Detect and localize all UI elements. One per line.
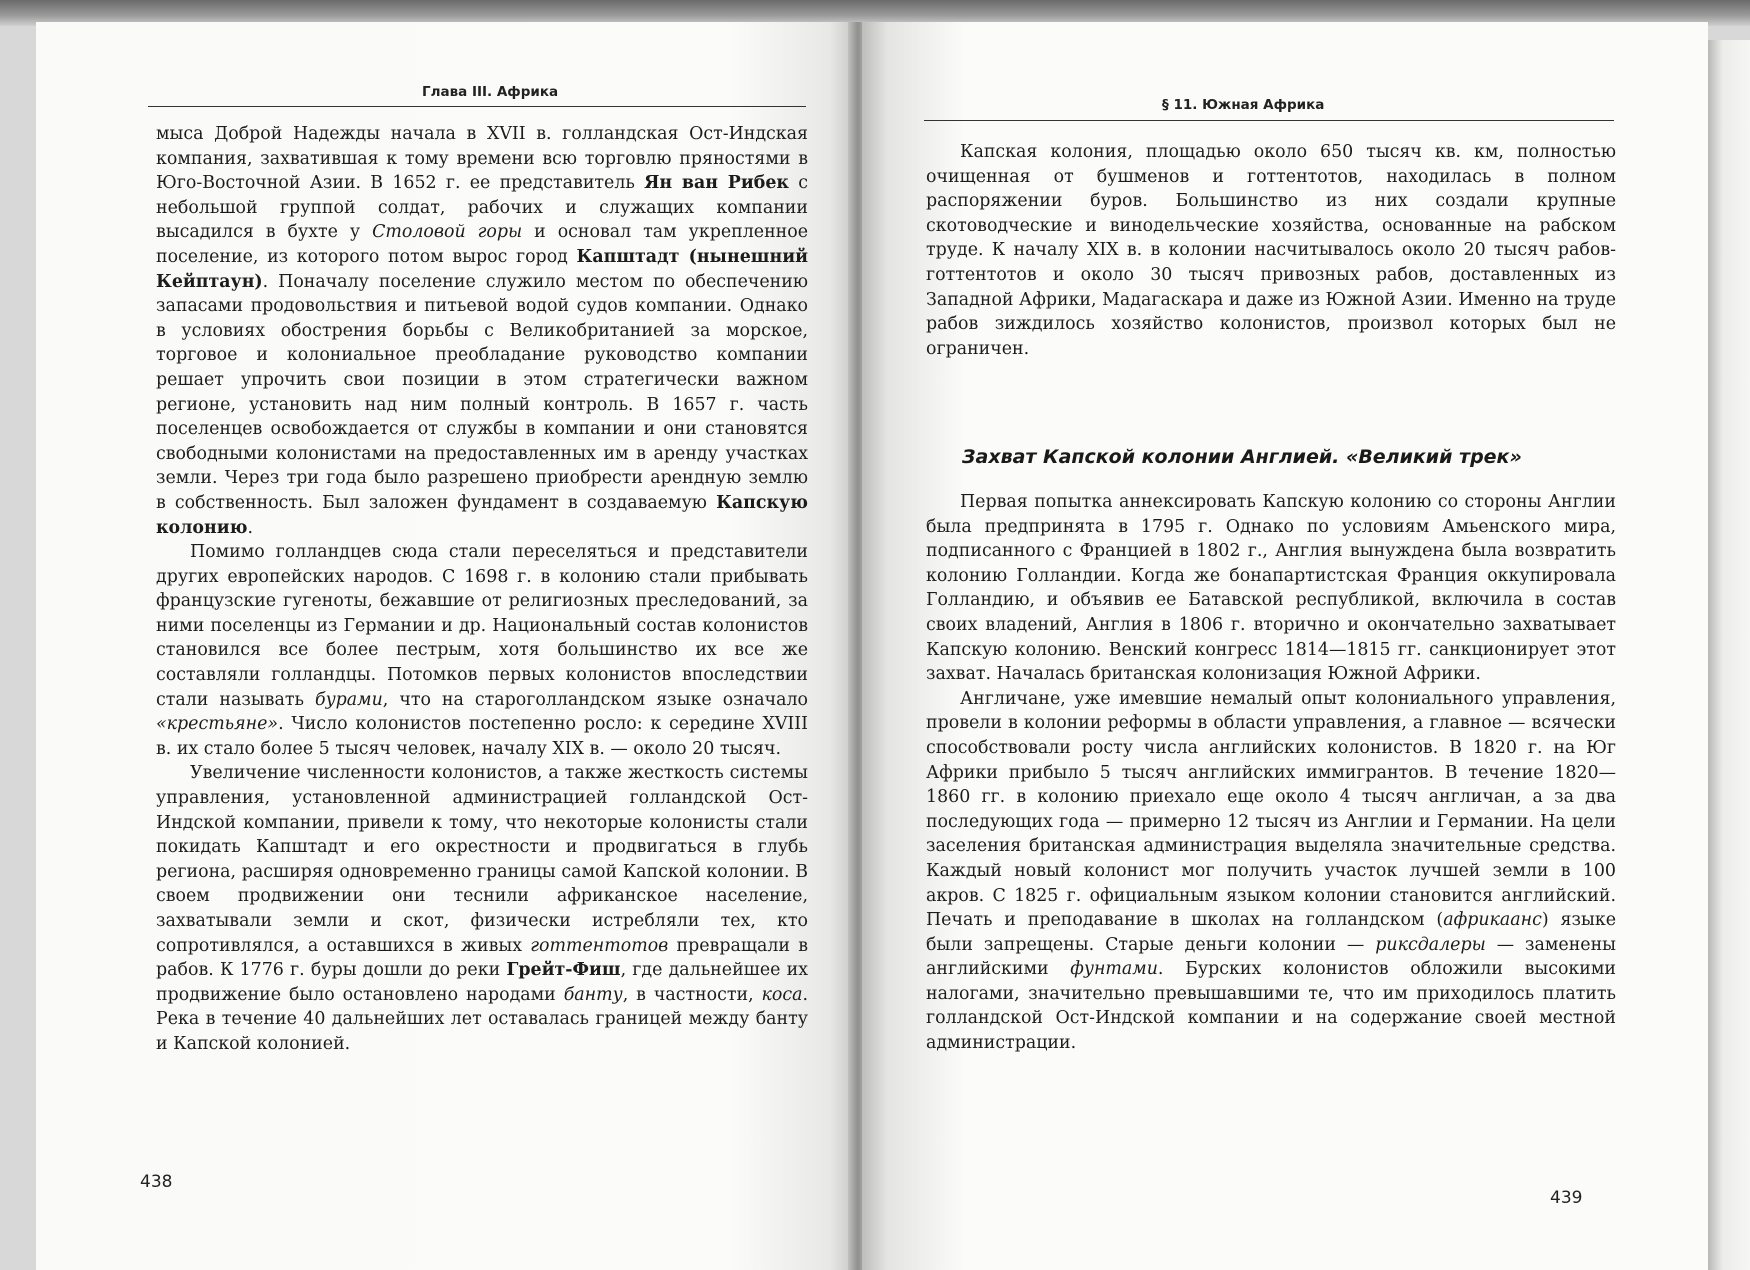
italic-term: банту — [563, 984, 623, 1005]
left-head-rule — [148, 106, 806, 107]
left-page — [36, 22, 854, 1270]
right-paragraph-2 — [926, 687, 1616, 1056]
bold-term: Капштадт (нынешний Кейптаун) — [156, 246, 808, 292]
section-title: Захват Капской колонии Англией. «Великий трек» — [962, 446, 1522, 468]
text-run: Капская колония, площадью около 650 тысяч кв. км, полностью очищенная от бушменов и готтентотов, находилась в полном распоряжении буров. Большинство из них создали крупные скотоводческие и винодельческие хозяйства, основанные на рабском труде. К началу XIX в. в колонии насчитывалось около 20 тысяч рабов-готтентотов и около 30 тысяч привозных рабов, доставленных из Западной Африки, Мадагаскара и даже из Южной Азии. Именно на труде рабов зиждилось хозяйство колонистов, произвол которых был не ограничен. — [926, 142, 1616, 359]
text-run: , что на староголландском языке означало — [382, 689, 808, 710]
scan-right-edge — [1708, 40, 1750, 1270]
text-run: Помимо голландцев сюда стали переселяться и представители других европейских народов. С 1698 г. в колонию стали прибывать французские гугеноты, бежавшие от религиозных преследований, за ними поселенцы из Германии и др. Национальный состав колонистов становился все более пестрым, хотя большинство их все же составляли голландцы. Потомков первых колонистов впоследствии стали называть — [156, 542, 808, 710]
left-page-number: 438 — [140, 1172, 173, 1192]
text-run: — заменены английскими — [926, 934, 1617, 980]
text-run: . Поначалу поселение служило местом по обеспечению запасами продовольствия и питьевой водой судов компании. Однако в условиях обострения борьбы с Великобританией за морское, торговое и колониальное преобладание руководство компании решает упрочить свои позиции в этом стратегически важном регионе, установить над ним полный контроль. В 1657 г. часть поселенцев освобождается от службы в компании и они становятся свободными колонистами на предоставленных им в аренду участках земли. Через три года было разрешено приобрести арендную землю в собственность. Был заложен фундамент в создаваемую — [156, 271, 808, 513]
text-run: . Число колонистов постепенно росло: к середине XVIII в. их стало более 5 тысяч человек, началу XIX в. — около 20 тысяч. — [156, 714, 808, 759]
text-run: ) языке были запрещены. Старые деньги колонии — — [926, 910, 1616, 955]
text-run: . Бурских колонистов обложили высокими налогами, значительно превышавшими те, что им приходилось платить голландской Ост-Индской компании и на содержание своей местной администрации. — [926, 959, 1616, 1054]
right-page — [862, 22, 1708, 1270]
text-run: превращали в рабов. К 1776 г. буры дошли до реки — [156, 935, 809, 981]
right-page-number: 439 — [1550, 1188, 1583, 1208]
left-text-block — [156, 122, 808, 1057]
left-running-head: Глава III. Африка — [422, 84, 559, 100]
italic-term: Столовой горы — [372, 222, 523, 243]
right-running-head: § 11. Южная Африка — [1162, 97, 1325, 113]
right-head-rule — [924, 120, 1614, 121]
bold-term: Грейт-Фиш — [506, 960, 621, 981]
right-intro-block — [926, 140, 1616, 361]
italic-term: фунтами — [1070, 959, 1158, 980]
italic-term: коса — [761, 984, 803, 1005]
italic-term: «крестьяне» — [156, 714, 279, 735]
text-run: Англичане, уже имевшие немалый опыт колониального управления, провели в колонии реформы в области управления, а главное — всячески способствовали росту числа английских колонистов. В 1820 г. на Юг Африки прибыло 5 тысяч английских иммигрантов. В течение 1820—1860 гг. в колонию приехало еще около 4 тысяч англичан, а за два последующих года — примерно 12 тысяч из Англии и Германии. На цели заселения британская администрация выделяла значительные средства. Каждый новый колонист мог получить участок лучшей земли в 100 акров. С 1825 г. официальным языком колонии становится английский. Печать и преподавание в школах на голландском ( — [926, 688, 1616, 931]
text-run: . Река в течение 40 дальнейших лет оставалась границей между банту и Капской колонией. — [156, 984, 808, 1054]
left-paragraph-1 — [156, 122, 808, 540]
text-run: мыса Доброй Надежды начала в XVII в. голландская Ост-Индская компания, захватившая к тому времени всю торговлю пряностями в Юго-Восточной Азии. В 1652 г. ее представитель — [156, 124, 808, 194]
left-paragraph-2 — [156, 540, 808, 761]
right-intro-paragraph — [926, 140, 1616, 361]
italic-term: африкаанс — [1443, 910, 1542, 931]
text-run: Увеличение численности колонистов, а также жесткость системы управления, установленной администрацией голландской Ост-Индской компании, привели к тому, что некоторые колонисты стали покидать Капштадт и его окрестности и продвигаться в глубь региона, расширяя одновременно границы самой Капской колонии. В своем продвижении они теснили африканское население, захватывали земли и скот, физически истребляли тех, кто сопротивлялся, а оставшихся в живых — [156, 763, 808, 956]
right-text-block — [926, 490, 1616, 1056]
text-run: Первая попытка аннексировать Капскую колонию со стороны Англии была предпринята в 1795 г. Однако по условиям Амьенского мира, подписанного с Францией в 1802 г., Англия вынуждена была возвратить колонию Голландии. Когда же бонапартистская Франция оккупировала Голландию, и объявив ее Батавской республикой, включила в состав своих владений, Англия в 1806 г. вторично и окончательно захватывает Капскую колонию. Венский конгресс 1814—1815 гг. санкционирует этот захват. Началась британская колонизация Южной Африки. — [926, 492, 1616, 685]
italic-term: риксдалеры — [1375, 934, 1486, 955]
text-run: , где дальнейшее их продвижение было остановлено народами — [156, 960, 808, 1005]
left-paragraph-3 — [156, 761, 808, 1056]
italic-term: бурами — [314, 689, 383, 710]
text-run: . — [247, 517, 254, 538]
bold-term: Ян ван Рибек — [644, 173, 789, 194]
bold-term: Капскую колонию — [156, 492, 808, 538]
text-run: с небольшой группой солдат, рабочих и служащих компании высадился в бухте у — [156, 173, 808, 243]
text-run: , в частности, — [622, 984, 762, 1005]
right-paragraph-1 — [926, 490, 1616, 687]
text-run: и основал там укрепленное поселение, из которого потом вырос город — [156, 222, 809, 267]
italic-term: готтентотов — [530, 935, 669, 956]
